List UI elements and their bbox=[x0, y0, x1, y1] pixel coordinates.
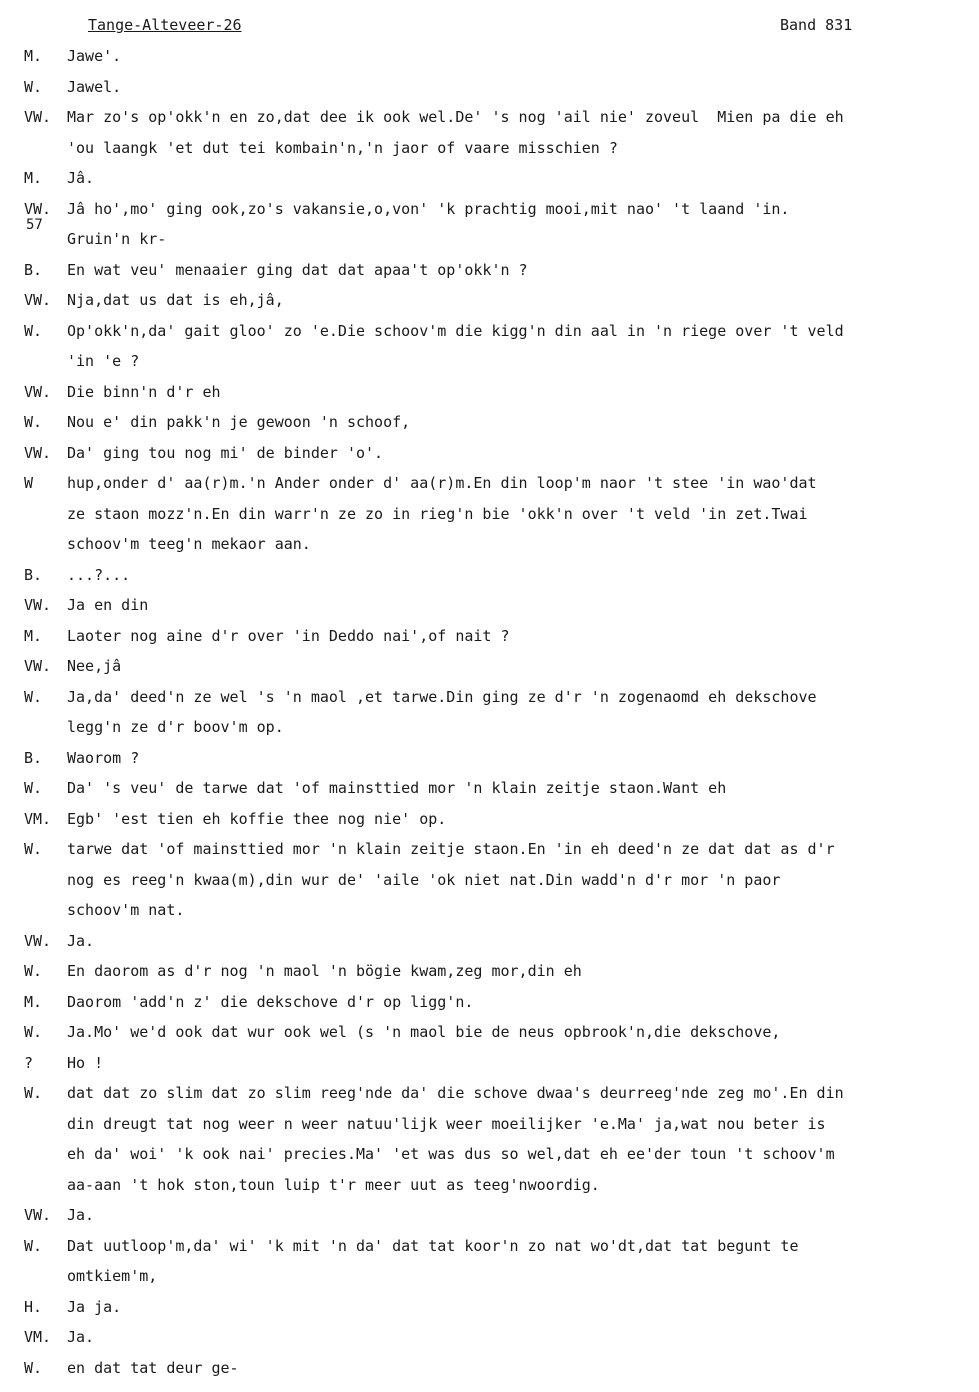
utterance-text: ...?... bbox=[67, 565, 131, 584]
speaker-label: ? bbox=[24, 1053, 34, 1072]
transcript-line bbox=[0, 194, 979, 225]
transcript-line bbox=[0, 41, 979, 72]
transcript-line bbox=[0, 743, 979, 774]
utterance-text: nog es reeg'n kwaa(m),din wur de' 'aile 'ok niet nat.Din wadd'n d'r mor 'n paor bbox=[67, 870, 781, 889]
transcript-line bbox=[0, 621, 979, 652]
utterance-text: Waorom ? bbox=[67, 748, 140, 767]
utterance-text: schoov'm nat. bbox=[67, 901, 185, 919]
transcript-line bbox=[0, 1261, 979, 1292]
transcript-line bbox=[0, 712, 979, 743]
utterance-text: Ja. bbox=[67, 931, 95, 950]
utterance-text: omtkiem'm, bbox=[67, 1267, 158, 1285]
utterance-text: Die binn'n d'r eh bbox=[67, 382, 221, 401]
transcript-line bbox=[0, 102, 979, 133]
transcript-line bbox=[0, 560, 979, 591]
transcript-line bbox=[0, 987, 979, 1018]
speaker-label: VW. bbox=[24, 291, 52, 309]
speaker-label: W. bbox=[24, 962, 43, 980]
speaker-label: M. bbox=[24, 169, 43, 187]
speaker-label: B. bbox=[24, 748, 43, 767]
speaker-label: M. bbox=[24, 626, 43, 645]
utterance-text: Egb' 'est tien eh koffie thee nog nie' op. bbox=[67, 809, 447, 828]
utterance-text: Daorom 'add'n z' die dekschove d'r op ligg'n. bbox=[67, 992, 474, 1011]
speaker-label: VW. bbox=[24, 931, 52, 950]
utterance-text: Ja ja. bbox=[67, 1297, 122, 1316]
utterance-text: Dat uutloop'm,da' wi' 'k mit 'n da' dat tat koor'n zo nat wo'dt,dat tat begunt te bbox=[67, 1236, 799, 1255]
speaker-label: W. bbox=[24, 779, 43, 797]
transcript-line bbox=[0, 956, 979, 987]
transcript-line bbox=[0, 865, 979, 896]
transcript-line bbox=[0, 926, 979, 957]
speaker-label: VM. bbox=[24, 809, 52, 828]
utterance-text: Jawe'. bbox=[67, 47, 122, 65]
transcript-line bbox=[0, 133, 979, 164]
transcript-line bbox=[0, 217, 979, 255]
transcript-line bbox=[0, 1109, 979, 1140]
utterance-text: hup,onder d' aa(r)m.'n Ander onder d' aa(r)m.En din loop'm naor 't stee 'in wao'dat bbox=[67, 474, 817, 492]
utterance-text: Laoter nog aine d'r over 'in Deddo nai',of nait ? bbox=[67, 626, 510, 645]
utterance-text: Nja,dat us dat is eh,jâ, bbox=[67, 291, 284, 309]
transcript-line bbox=[0, 682, 979, 713]
speaker-label: VW. bbox=[24, 443, 52, 462]
utterance-text: Ja. bbox=[67, 1206, 95, 1224]
transcript-line bbox=[0, 468, 979, 499]
utterance-text: Ho ! bbox=[67, 1053, 104, 1072]
utterance-text: en dat tat deur ge- bbox=[67, 1358, 239, 1377]
transcript-line bbox=[0, 1170, 979, 1201]
speaker-label: W bbox=[24, 474, 34, 492]
speaker-label: VM. bbox=[24, 1328, 52, 1346]
transcript-line bbox=[0, 1048, 979, 1079]
transcript-line bbox=[0, 316, 979, 347]
transcript-line bbox=[0, 407, 979, 438]
speaker-label: W. bbox=[24, 77, 43, 96]
utterance-text: Nou e' din pakk'n je gewoon 'n schoof, bbox=[67, 413, 411, 431]
transcript-line bbox=[0, 529, 979, 560]
utterance-text: 'ou laangk 'et dut tei kombain'n,'n jaor of vaare misschien ? bbox=[67, 138, 618, 157]
transcript-line bbox=[0, 346, 979, 377]
document-title: Tange-Alteveer-26 bbox=[88, 16, 242, 34]
transcript-line bbox=[0, 1200, 979, 1231]
utterance-text: Jâ ho',mo' ging ook,zo's vakansie,o,von' 'k prachtig mooi,mit nao' 't laand 'in. bbox=[67, 199, 790, 218]
transcript-line bbox=[0, 499, 979, 530]
speaker-label: W. bbox=[24, 1084, 43, 1102]
transcript-line bbox=[0, 895, 979, 926]
speaker-label: VW. bbox=[24, 657, 52, 675]
transcript-line bbox=[0, 1078, 979, 1109]
speaker-label: W. bbox=[24, 840, 43, 858]
transcript-line bbox=[0, 163, 979, 194]
utterance-text: Nee,jâ bbox=[67, 657, 122, 675]
utterance-text: Da' 's veu' de tarwe dat 'of mainsttied mor 'n klain zeitje staon.Want eh bbox=[67, 779, 727, 797]
speaker-label: W. bbox=[24, 1358, 43, 1377]
utterance-text: Gruin'n kr- bbox=[67, 230, 167, 248]
band-number: Band 831 bbox=[780, 16, 853, 34]
speaker-label: VW. bbox=[24, 1206, 52, 1224]
utterance-text: 'in 'e ? bbox=[67, 352, 140, 370]
transcript-line bbox=[0, 834, 979, 865]
transcript-line bbox=[0, 438, 979, 469]
speaker-label: VW. bbox=[24, 596, 52, 614]
utterance-text: tarwe dat 'of mainsttied mor 'n klain zeitje staon.En 'in eh deed'n ze dat dat as d'r bbox=[67, 840, 835, 858]
speaker-label: M. bbox=[24, 47, 43, 65]
transcript-line bbox=[0, 773, 979, 804]
transcript-line bbox=[0, 1353, 979, 1384]
utterance-text: En daorom as d'r nog 'n maol 'n bögie kwam,zeg mor,din eh bbox=[67, 962, 582, 980]
utterance-text: din dreugt tat nog weer n weer natuu'lijk weer moeilijker 'e.Ma' ja,wat nou beter is bbox=[67, 1114, 826, 1133]
utterance-text: Mar zo's op'okk'n en zo,dat dee ik ook wel.De' 's nog 'ail nie' zoveul Mien pa die eh bbox=[67, 108, 844, 126]
speaker-label: B. bbox=[24, 565, 43, 584]
transcript-line bbox=[0, 804, 979, 835]
transcript-line bbox=[0, 590, 979, 621]
utterance-text: Ja,da' deed'n ze wel 's 'n maol ,et tarwe.Din ging ze d'r 'n zogenaomd eh dekschove bbox=[67, 687, 817, 706]
utterance-text: aa-aan 't hok ston,toun luip t'r meer uut as teeg'nwoordig. bbox=[67, 1175, 600, 1194]
transcript-line bbox=[0, 285, 979, 316]
speaker-label: B. bbox=[24, 260, 43, 279]
utterance-text: Jâ. bbox=[67, 169, 95, 187]
speaker-label: M. bbox=[24, 992, 43, 1011]
speaker-label: H. bbox=[24, 1297, 43, 1316]
speaker-label: W. bbox=[24, 1023, 43, 1041]
utterance-text: dat dat zo slim dat zo slim reeg'nde da' die schove dwaa's deurreeg'nde zeg mo'.En din bbox=[67, 1084, 844, 1102]
margin-note: 57 bbox=[26, 217, 43, 233]
speaker-label: W. bbox=[24, 321, 43, 340]
speaker-label: W. bbox=[24, 1236, 43, 1255]
transcript-line bbox=[0, 255, 979, 286]
speaker-label: VW. bbox=[24, 382, 52, 401]
speaker-label: W. bbox=[24, 687, 43, 706]
transcript-body bbox=[0, 41, 979, 1383]
speaker-label: W. bbox=[24, 413, 43, 431]
transcript-line bbox=[0, 1017, 979, 1048]
transcript-line bbox=[0, 72, 979, 103]
transcript-line bbox=[0, 1322, 979, 1353]
utterance-text: Op'okk'n,da' gait gloo' zo 'e.Die schoov'm die kigg'n din aal in 'n riege over 't veld bbox=[67, 321, 844, 340]
utterance-text: Jawel. bbox=[67, 77, 122, 96]
speaker-label: VW. bbox=[24, 199, 52, 218]
utterance-text: Da' ging tou nog mi' de binder 'o'. bbox=[67, 443, 384, 462]
transcript-line bbox=[0, 651, 979, 682]
utterance-text: Ja. bbox=[67, 1328, 95, 1346]
utterance-text: schoov'm teeg'n mekaor aan. bbox=[67, 535, 311, 553]
transcript-line bbox=[0, 377, 979, 408]
utterance-text: eh da' woi' 'k ook nai' precies.Ma' 'et was dus so wel,dat eh ee'der toun 't schoov'm bbox=[67, 1145, 835, 1163]
transcript-line bbox=[0, 1139, 979, 1170]
transcript-line bbox=[0, 1292, 979, 1323]
transcript-line bbox=[0, 1231, 979, 1262]
speaker-label: VW. bbox=[24, 108, 52, 126]
utterance-text: En wat veu' menaaier ging dat dat apaa't op'okk'n ? bbox=[67, 260, 528, 279]
page-header bbox=[0, 10, 979, 40]
utterance-text: ze staon mozz'n.En din warr'n ze zo in rieg'n bie 'okk'n over 't veld 'in zet.Twai bbox=[67, 504, 808, 523]
utterance-text: Ja.Mo' we'd ook dat wur ook wel (s 'n maol bie de neus opbrook'n,die dekschove, bbox=[67, 1023, 781, 1041]
utterance-text: legg'n ze d'r boov'm op. bbox=[67, 718, 284, 736]
utterance-text: Ja en din bbox=[67, 596, 149, 614]
